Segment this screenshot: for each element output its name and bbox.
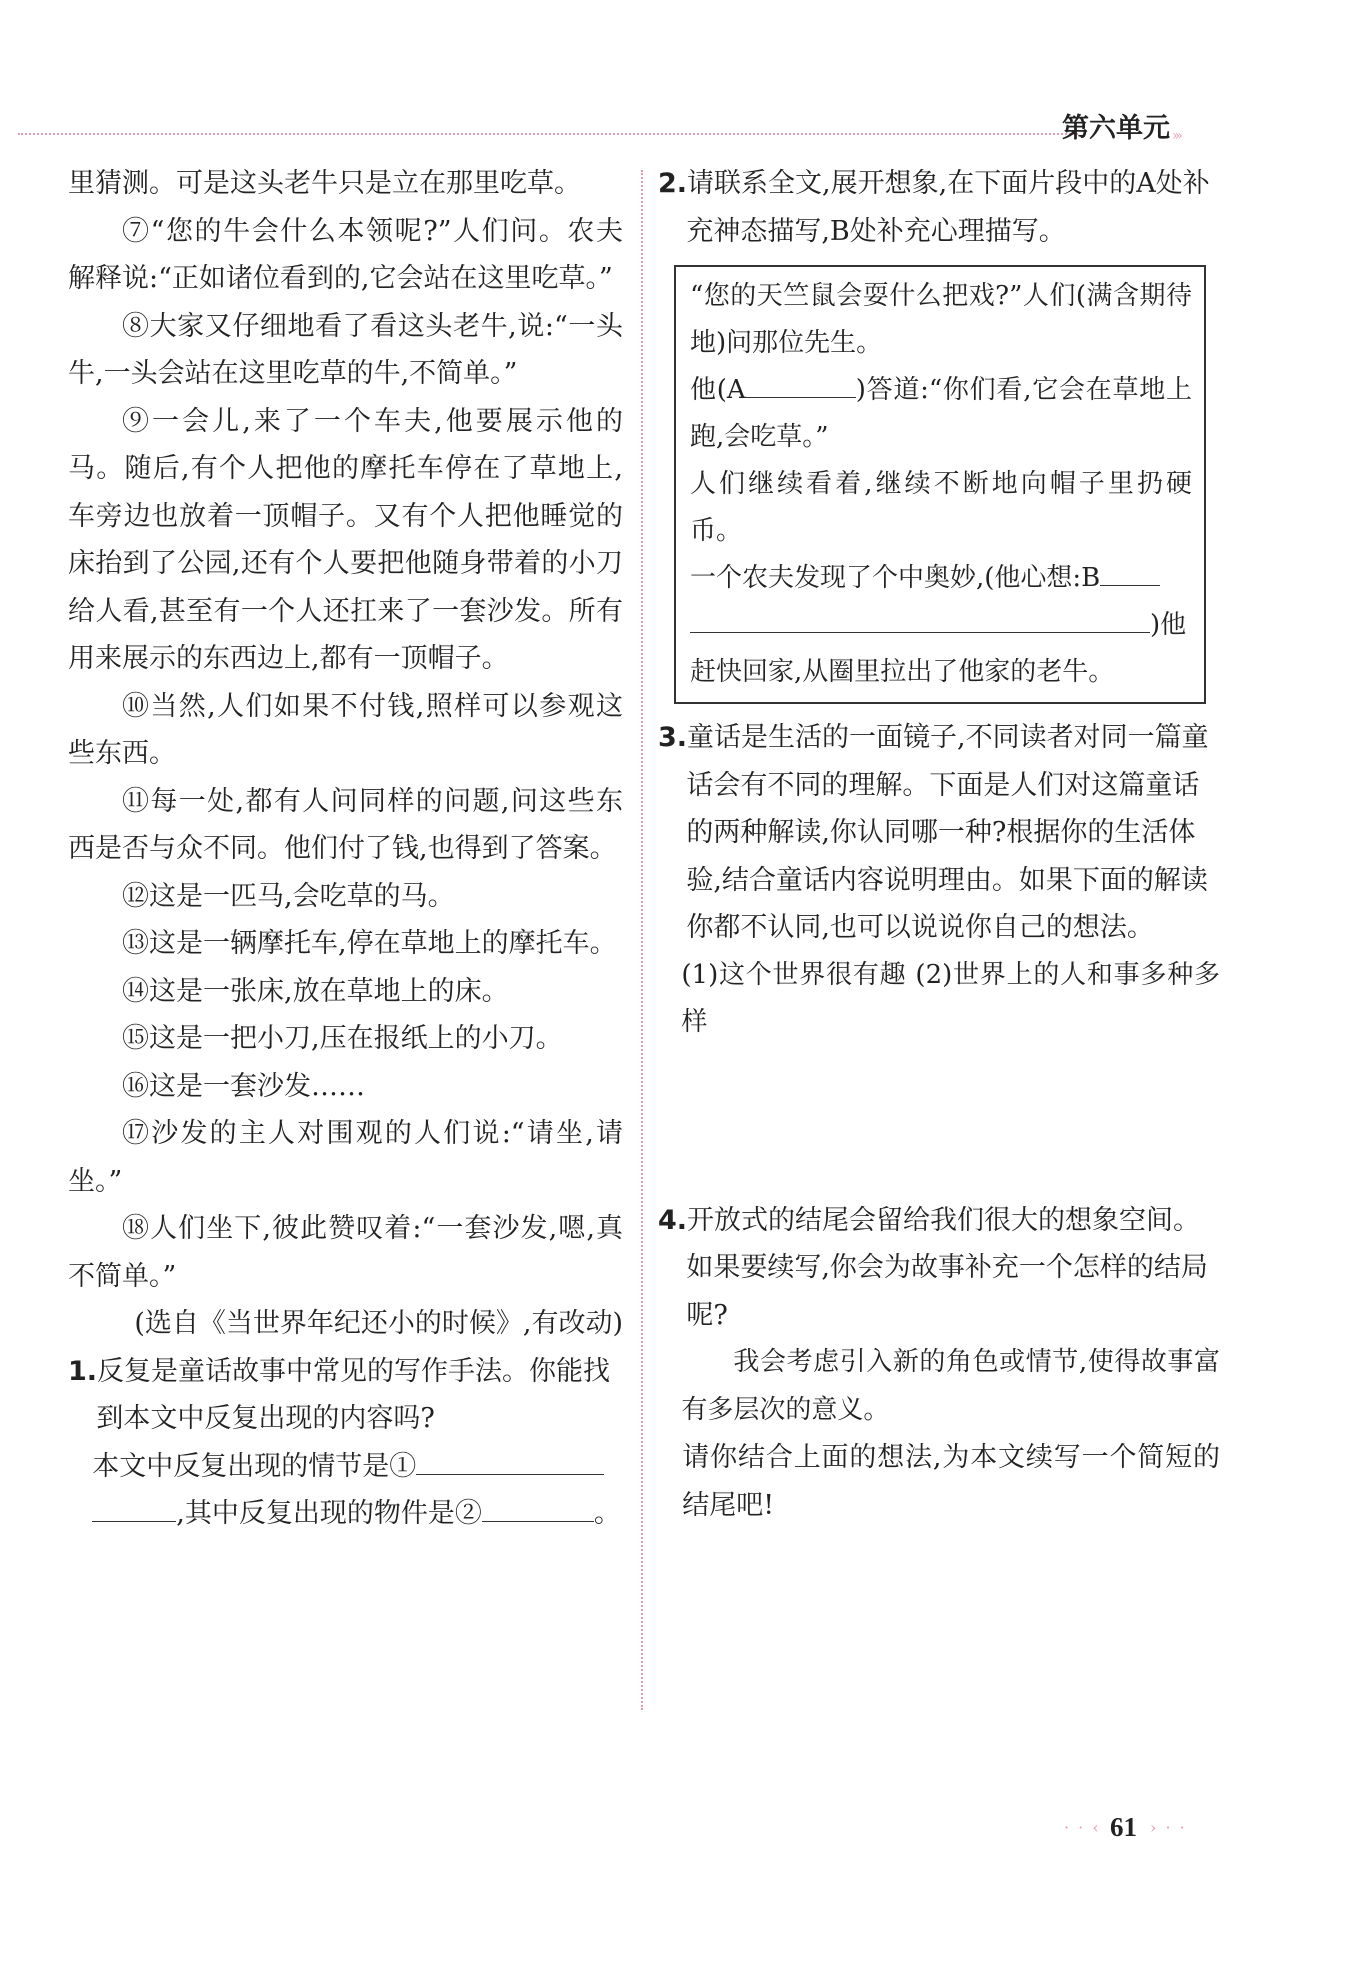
question-1-answer [68, 1443, 623, 1538]
excerpt-line: “您的天竺鼠会耍什么把戏?”人们(满含期待地)问那位先生。 [690, 281, 1192, 358]
passage-source: (选自《当世界年纪还小的时候》,有改动) [134, 1308, 623, 1339]
blank-b[interactable] [1100, 555, 1160, 586]
answer-space[interactable] [658, 1047, 1220, 1197]
unit-title: 第六单元 [1062, 113, 1170, 144]
blank-a[interactable] [746, 367, 856, 398]
answer-prompt: ,其中反复出现的物件是② [176, 1498, 482, 1529]
question-4-task: 请你结合上面的想法,为本文续写一个简短的结尾吧! [682, 1442, 1220, 1521]
passage-paragraph: ⑯这是一套沙发…… [122, 1070, 365, 1102]
question-2 [658, 160, 1220, 255]
passage-line: 里猜测。可是这头老牛只是立在那里吃草。 [68, 168, 581, 199]
passage-paragraph: ⑦“您的牛会什么本领呢?”人们问。农夫解释说:“正如诸位看到的,它会站在这里吃草。” [68, 215, 623, 294]
question-4 [658, 1197, 1220, 1340]
page-number: 61 [1110, 1812, 1137, 1842]
answer-blank-1[interactable] [416, 1444, 604, 1475]
excerpt-line: 人们继续看着,继续不断地向帽子里扔硬币。 [690, 469, 1192, 546]
excerpt-line: 赶快回家,从圈里拉出了他家的老牛。 [690, 657, 1115, 687]
question-text: 反复是童话故事中常见的写作手法。你能找到本文中反复出现的内容吗? [96, 1355, 611, 1434]
column-divider [641, 170, 643, 1710]
question-number: 2. [658, 168, 688, 199]
answer-blank-2[interactable] [482, 1491, 594, 1522]
question-text: 童话是生活的一面镜子,不同读者对同一篇童话会有不同的理解。下面是人们对这篇童话的两种解读,你认同哪一种?根据你的生活体验,结合童话内容说明理由。如果下面的解读你都不认同,也可以说说你自己的想法。 [686, 722, 1209, 943]
excerpt-line: 一个农夫发现了个中奥妙,(他心想:B )他 [690, 555, 1192, 649]
passage-paragraph: ⑧大家又仔细地看了看这头老牛,说:“一头牛,一头会站在这里吃草的牛,不简单。” [68, 310, 623, 389]
answer-blank-1-cont[interactable] [92, 1491, 176, 1522]
question-1 [68, 1348, 623, 1443]
question-3-options: (1)这个世界很有趣 (2)世界上的人和事多种多样 [681, 959, 1220, 1037]
passage-paragraph: ⑱人们坐下,彼此赞叹着:“一套沙发,嗯,真不简单。” [68, 1213, 623, 1292]
answer-end: 。 [593, 1498, 621, 1529]
header-rule [18, 133, 1078, 135]
left-column [68, 160, 623, 1538]
question-number: 3. [658, 722, 688, 753]
question-number: 4. [658, 1204, 688, 1236]
answer-prompt: 本文中反复出现的情节是① [92, 1450, 417, 1482]
question-4-hint: 我会考虑引入新的角色或情节,使得故事富有多层次的意义。 [681, 1347, 1220, 1425]
excerpt-box [674, 265, 1206, 704]
right-column [658, 160, 1220, 1529]
passage-paragraph: ⑬这是一辆摩托车,停在草地上的摩托车。 [122, 928, 617, 959]
blank-b-cont[interactable] [690, 602, 1150, 633]
passage-paragraph: ⑩当然,人们如果不付钱,照样可以参观这些东西。 [68, 690, 623, 769]
question-text: 开放式的结尾会留给我们很大的想象空间。如果要续写,你会为故事补充一个怎样的结局呢? [686, 1204, 1208, 1331]
passage-paragraph: ⑫这是一匹马,会吃草的马。 [122, 880, 455, 912]
dots-icon: · · ‹ [1064, 1818, 1101, 1837]
question-text: 请联系全文,展开想象,在下面片段中的A处补充神态描写,B处补充心理描写。 [686, 168, 1210, 247]
question-number: 1. [68, 1355, 98, 1387]
passage-paragraph: ⑰沙发的主人对围观的人们说:“请坐,请坐。” [68, 1118, 623, 1197]
passage-paragraph: ⑭这是一张床,放在草地上的床。 [122, 975, 509, 1007]
passage-paragraph: ⑨一会儿,来了一个车夫,他要展示他的马。随后,有个人把他的摩托车停在了草地上,车旁边也放着一顶帽子。又有个人把他睡觉的床抬到了公园,还有个人要把他随身带着的小刀给人看,甚至有一个人还扛来了一套沙发。所有用来展示的东西边上,都有一顶帽子。 [68, 405, 623, 674]
passage-paragraph: ⑮这是一把小刀,压在报纸上的小刀。 [122, 1023, 563, 1054]
dots-icon: › · · [1150, 1818, 1187, 1837]
question-3 [658, 714, 1220, 952]
excerpt-line: 他(A )答道:“你们看,它会在草地上跑,会吃草。” [690, 367, 1192, 461]
arrows-icon: ››› [1172, 128, 1180, 144]
passage-paragraph: ⑪每一处,都有人问同样的问题,问这些东西是否与众不同。他们付了钱,也得到了答案。 [68, 785, 623, 864]
